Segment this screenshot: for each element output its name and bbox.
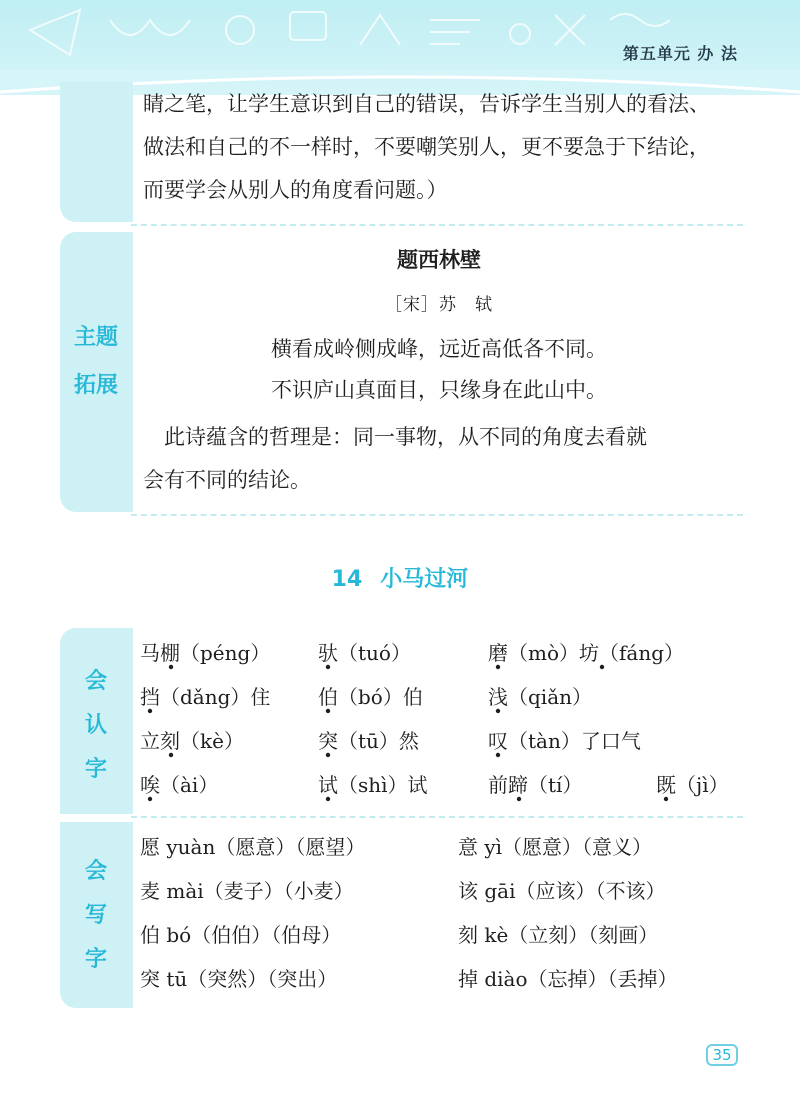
word-item: 该 gāi（应该）（不该） [458, 879, 666, 903]
lesson-title: 小马过河 [380, 567, 469, 592]
text-line: 做法和自己的不一样时，不要嘲笑别人，更不要急于下结论， [143, 135, 710, 159]
tab-label: 会 [84, 669, 107, 694]
word-item: 前蹄（tí） [488, 773, 583, 797]
word-item: 试（shì）试 [318, 773, 428, 797]
tab-label: 字 [84, 947, 107, 972]
poem-line: 横看成岭侧成峰，远近高低各不同。 [271, 337, 607, 361]
word-item: 突 tū（突然）（突出） [140, 967, 338, 991]
word-item: 伯 bó（伯伯）（伯母） [140, 923, 342, 947]
section-divider [131, 822, 133, 1008]
explanation-line: 会有不同的结论。 [143, 468, 311, 492]
unit-title: 第五单元 办 法 [622, 44, 738, 63]
word-item: 伯（bó）伯 [318, 685, 423, 709]
tab-label: 会 [84, 859, 107, 884]
word-item: 意 yì（愿意）（意义） [458, 835, 653, 859]
word-item: 掉 diào（忘掉）（丢掉） [458, 967, 678, 991]
word-item: 马棚（péng） [140, 641, 271, 665]
lesson-number: 14 [331, 567, 363, 592]
page-number: 35 [706, 1044, 738, 1066]
poem-title: 题西林壁 [397, 248, 481, 272]
text-line: 而要学会从别人的角度看问题。） [143, 178, 448, 202]
poem-author: ［宋］苏 轼 [385, 295, 493, 315]
poem-line: 不识庐山真面目，只缘身在此山中。 [271, 378, 607, 402]
tab-label: 认 [84, 713, 107, 738]
word-item: 刻 kè（立刻）（刻画） [458, 923, 659, 947]
word-item: 突（tū）然 [318, 729, 419, 753]
text-line: 睛之笔，让学生意识到自己的错误，告诉学生当别人的看法、 [143, 92, 710, 116]
tab-label: 写 [84, 903, 107, 928]
write-tab [60, 822, 132, 1008]
explanation-line: 此诗蕴含的哲理是：同一事物，从不同的角度去看就 [143, 425, 647, 449]
word-item: 叹（tàn）了口气 [488, 729, 641, 753]
word-item: 驮（tuó） [318, 641, 411, 665]
word-item: 挡（dǎng）住 [140, 685, 271, 709]
tab-label: 主题 [73, 325, 118, 350]
word-item: 唉（ài） [140, 773, 219, 797]
word-item: 磨（mò）坊（fáng） [488, 641, 685, 665]
word-item: 愿 yuàn（愿意）（愿望） [140, 835, 366, 859]
word-item: 麦 mài（麦子）（小麦） [140, 879, 354, 903]
word-item: 立刻（kè） [140, 729, 244, 753]
tab-label: 拓展 [73, 373, 118, 398]
word-item: 浅（qiǎn） [488, 685, 593, 709]
tab-label: 字 [84, 757, 107, 782]
dashed-separator [131, 816, 743, 818]
word-item: 既（jì） [656, 773, 729, 797]
